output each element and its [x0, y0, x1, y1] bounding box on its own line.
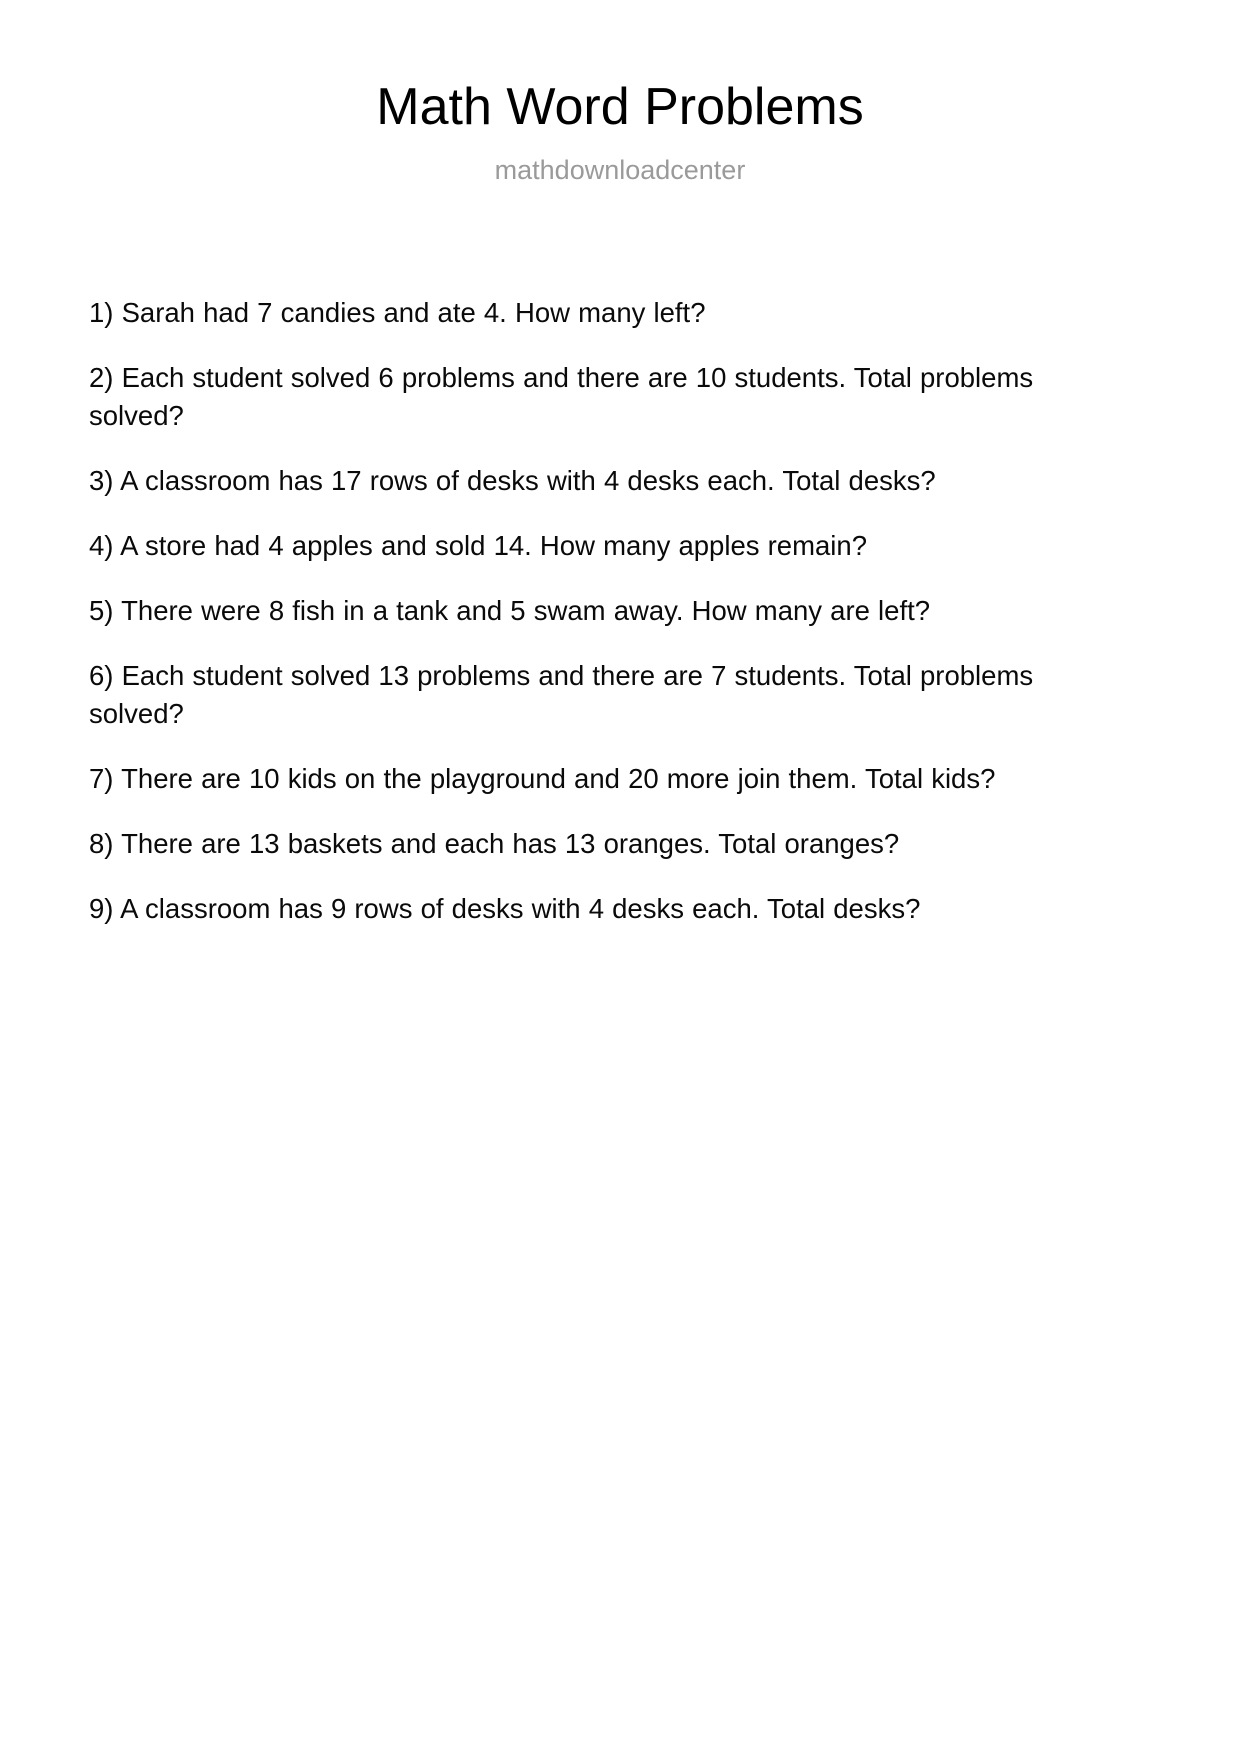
document-subtitle: mathdownloadcenter — [494, 154, 746, 185]
problem-item: 8) There are 13 baskets and each has 13 oranges. Total oranges? — [89, 827, 900, 859]
problem-item: 7) There are 10 kids on the playground and 20 more join them. Total kids? — [89, 762, 996, 794]
problem-item: 9) A classroom has 9 rows of desks with 4 desks each. Total desks? — [89, 892, 921, 924]
problem-item: 3) A classroom has 17 rows of desks with 4 desks each. Total desks? — [89, 465, 936, 496]
problem-item: 6) Each student solved 13 problems and there are 7 students. Total problems solved? — [89, 659, 1034, 729]
page-title: Math Word Problems — [376, 78, 864, 136]
problem-list — [0, 294, 1240, 927]
problem-item: 4) A store had 4 apples and sold 14. How many apples remain? — [89, 529, 868, 561]
problem-item: 1) Sarah had 7 candies and ate 4. How many left? — [89, 297, 706, 329]
problem-item: 2) Each student solved 6 problems and there are 10 students. Total problems solved? — [89, 362, 1034, 432]
problem-item: 5) There were 8 fish in a tank and 5 swam away. How many are left? — [89, 594, 931, 626]
document-header — [0, 0, 1240, 186]
